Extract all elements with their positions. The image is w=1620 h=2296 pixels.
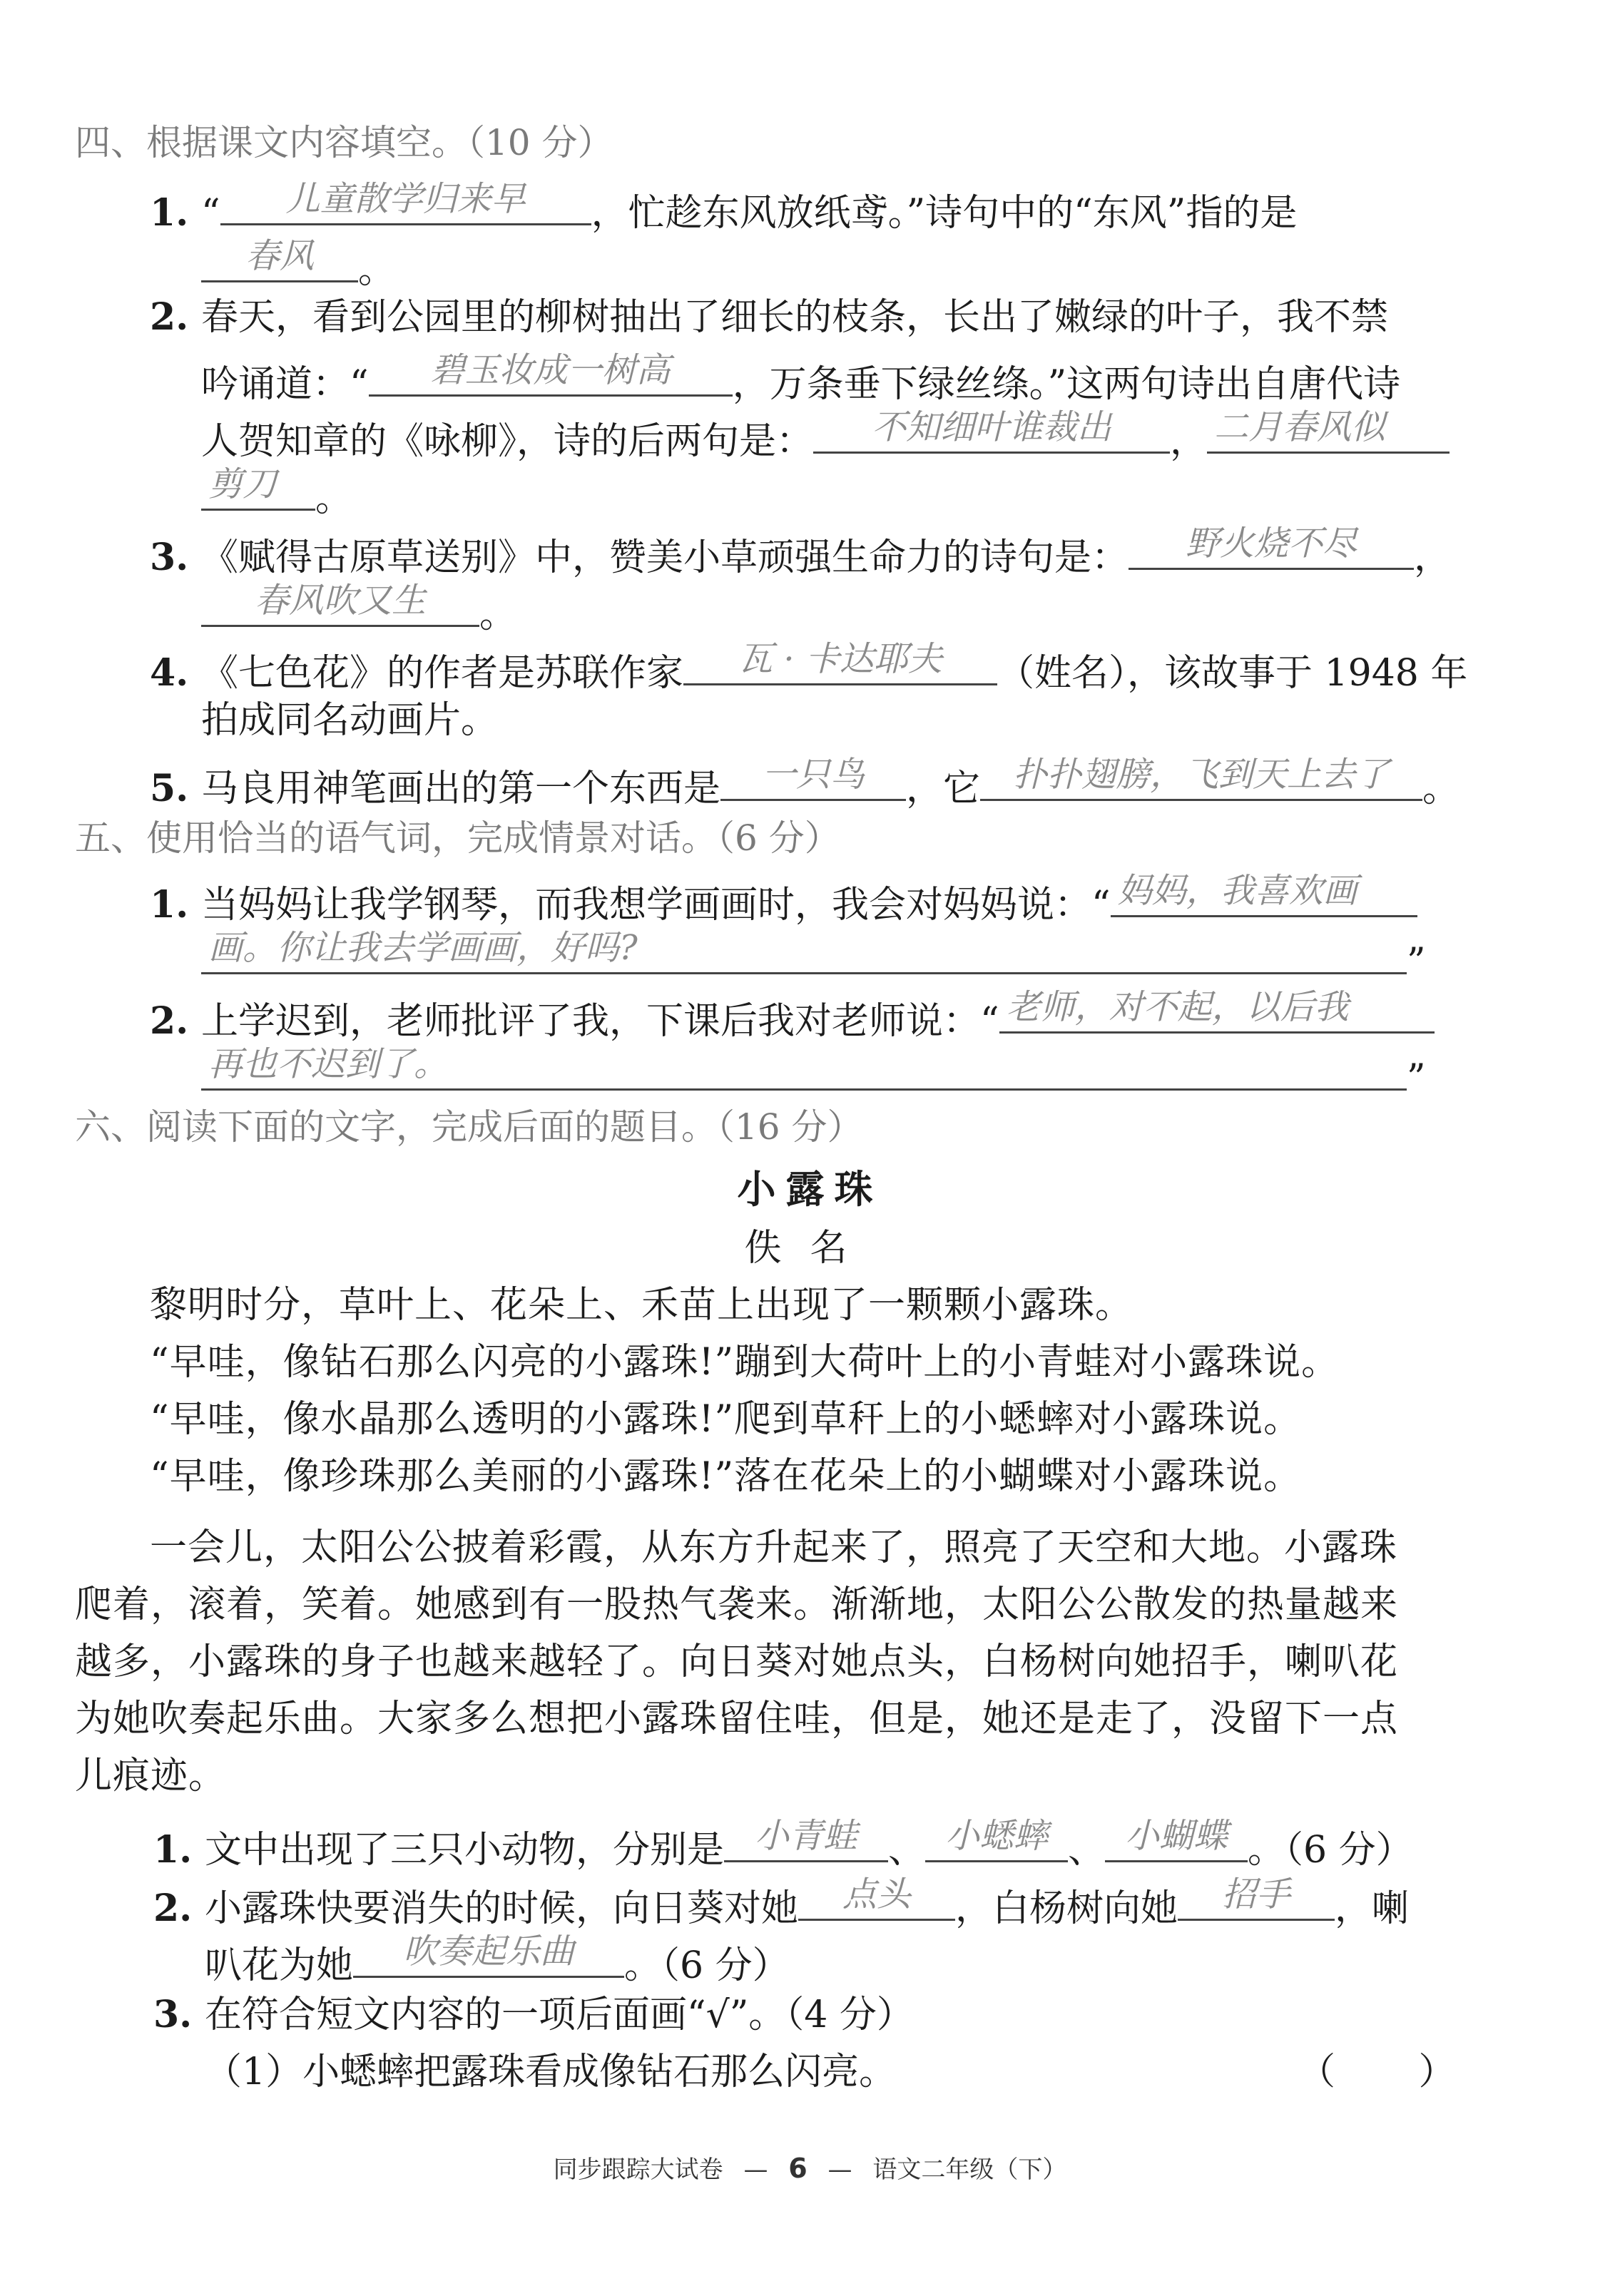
passage-para-5-line-4: 为她吹奏起乐曲。大家多么想把小露珠留住哇，但是，她还是走了，没留下一点 (75, 1698, 1399, 1740)
s4-q2-answer3b[interactable]: 剪刀 (201, 460, 315, 511)
s4-q4-line1: 4. 《七色花》的作者是苏联作家 瓦 · 卡达耶夫 （姓名），该故事于 1948 年 (150, 635, 1467, 692)
s6-q1-answer1[interactable]: 小青蛙 (724, 1812, 888, 1862)
s5-q2-answer1[interactable]: 老师，对不起，以后我 (999, 983, 1435, 1034)
footer: 同步跟踪大试卷 — 6 — 语文二年级（下） (553, 2153, 1067, 2184)
s6-q1-answer3[interactable]: 小蝴蝶 (1105, 1812, 1248, 1862)
s4-q2-line3: 人贺知章的《咏柳》，诗的后两句是： 不知细叶谁裁出 ， 二月春风似 (201, 403, 1450, 460)
s4-q4-answer1[interactable]: 瓦 · 卡达耶夫 (683, 635, 997, 685)
passage-para-5-line-5: 儿痕迹。 (75, 1755, 227, 1797)
passage-title: 小露珠 (737, 1167, 883, 1212)
s6-q1-answer2[interactable]: 小蟋蟀 (925, 1812, 1068, 1862)
s4-q1-answer2[interactable]: 春风 (201, 232, 358, 282)
section-4-heading: 四、根据课文内容填空。（10 分） (75, 122, 613, 163)
s4-q3-answer2[interactable]: 春风吹又生 (201, 576, 479, 627)
s5-q1-line1: 1. 当妈妈让我学钢琴，而我想学画画时，我会对妈妈说：“ 妈妈，我喜欢画 (150, 867, 1417, 924)
passage-para-5-line-1: 一会儿，太阳公公披着彩霞，从东方升起来了，照亮了天空和大地。小露珠 (150, 1526, 1398, 1569)
passage-para-4: “早哇，像珍珠那么美丽的小露珠!”落在花朵上的小蝴蝶对小露珠说。 (150, 1455, 1302, 1498)
s6-q2-line1: 2. 小露珠快要消失的时候，向日葵对她 点头 ，白杨树向她 招手 ，喇 (153, 1870, 1409, 1927)
passage-author: 佚名 (744, 1227, 876, 1270)
s4-q2-line1: 2. 春天，看到公园里的柳树抽出了细长的枝条，长出了嫩绿的叶子，我不禁 (150, 295, 1389, 339)
s5-q2-line2: 再也不迟到了。 ” (201, 1040, 1426, 1097)
s4-q2-line4: 剪刀 。 (201, 460, 352, 517)
s6-q3-option1-bracket[interactable]: （ ） (1298, 2051, 1492, 2093)
passage-para-3: “早哇，像水晶那么透明的小露珠!”爬到草秆上的小蟋蟀对小露珠说。 (150, 1398, 1302, 1441)
s4-q2-answer2[interactable]: 不知细叶谁裁出 (813, 403, 1170, 454)
s4-q1-line1: 1. “ 儿童散学归来早 ，忙趁东风放纸鸢。”诗句中的“东风”指的是 (150, 175, 1297, 232)
s6-q3-line1: 3. 在符合短文内容的一项后面画“√”。（4 分） (153, 1993, 914, 2036)
s6-q3-option1: （1）小蟋蟀把露珠看成像钻石那么闪亮。 (205, 2051, 897, 2093)
passage-para-5-line-3: 越多，小露珠的身子也越来越轻了。向日葵对她点头，白杨树向她招手，喇叭花 (75, 1641, 1399, 1683)
s4-q2-answer1[interactable]: 碧玉妆成一树高 (369, 346, 733, 397)
s4-q2-line2: 吟诵道：“ 碧玉妆成一树高 ，万条垂下绿丝绦。”这两句诗出自唐代诗 (201, 346, 1400, 403)
s4-q3-answer1[interactable]: 野火烧不尽 (1129, 519, 1414, 570)
s4-q4-line2: 拍成同名动画片。 (201, 699, 499, 742)
s5-q2-line1: 2. 上学迟到，老师批评了我，下课后我对老师说：“ 老师，对不起，以后我 (150, 983, 1435, 1040)
section-6-heading: 六、阅读下面的文字，完成后面的题目。（16 分） (75, 1106, 863, 1148)
passage-para-5-line-2: 爬着，滚着，笑着。她感到有一股热气袭来。渐渐地，太阳公公散发的热量越来 (75, 1583, 1399, 1626)
s5-q1-answer1[interactable]: 妈妈，我喜欢画 (1111, 867, 1417, 917)
s5-q1-answer2[interactable]: 画。你让我去学画画，好吗? (201, 924, 1407, 974)
passage-para-1: 黎明时分，草叶上、花朵上、禾苗上出现了一颗颗小露珠。 (150, 1284, 1134, 1327)
s4-q1-answer1[interactable]: 儿童散学归来早 (220, 175, 591, 225)
s6-q2-answer1[interactable]: 点头 (798, 1870, 955, 1921)
s4-q5-answer1[interactable]: 一只鸟 (720, 750, 906, 801)
s4-q1-line2: 春风 。 (201, 232, 395, 289)
passage-para-2: “早哇，像钻石那么闪亮的小露珠!”蹦到大荷叶上的小青蛙对小露珠说。 (150, 1341, 1340, 1384)
s6-q1-line1: 1. 文中出现了三只小动物，分别是 小青蛙 、 小蟋蟀 、 小蝴蝶 。（6 分） (153, 1812, 1413, 1869)
s4-q3-line1: 3. 《赋得古原草送别》中，赞美小草顽强生命力的诗句是： 野火烧不尽 ， (150, 519, 1451, 576)
s4-q5-answer2[interactable]: 扑扑翅膀，飞到天上去了 (980, 750, 1422, 801)
s6-q2-answer3[interactable]: 吹奏起乐曲 (353, 1927, 624, 1978)
s6-q2-answer2[interactable]: 招手 (1178, 1870, 1335, 1921)
s4-q2-answer3a[interactable]: 二月春风似 (1207, 403, 1450, 454)
s5-q1-line2: 画。你让我去学画画，好吗? ” (201, 924, 1426, 981)
page-number: 6 (788, 2153, 808, 2184)
s4-q3-line2: 春风吹又生 。 (201, 576, 516, 633)
section-5-heading: 五、使用恰当的语气词，完成情景对话。（6 分） (75, 817, 840, 859)
s5-q2-answer2[interactable]: 再也不迟到了。 (201, 1040, 1407, 1091)
s4-q5-line1: 5. 马良用神笔画出的第一个东西是 一只鸟 ，它 扑扑翅膀，飞到天上去了 。 (150, 750, 1459, 807)
s6-q2-line2: 叭花为她 吹奏起乐曲 。（6 分） (205, 1927, 790, 1984)
